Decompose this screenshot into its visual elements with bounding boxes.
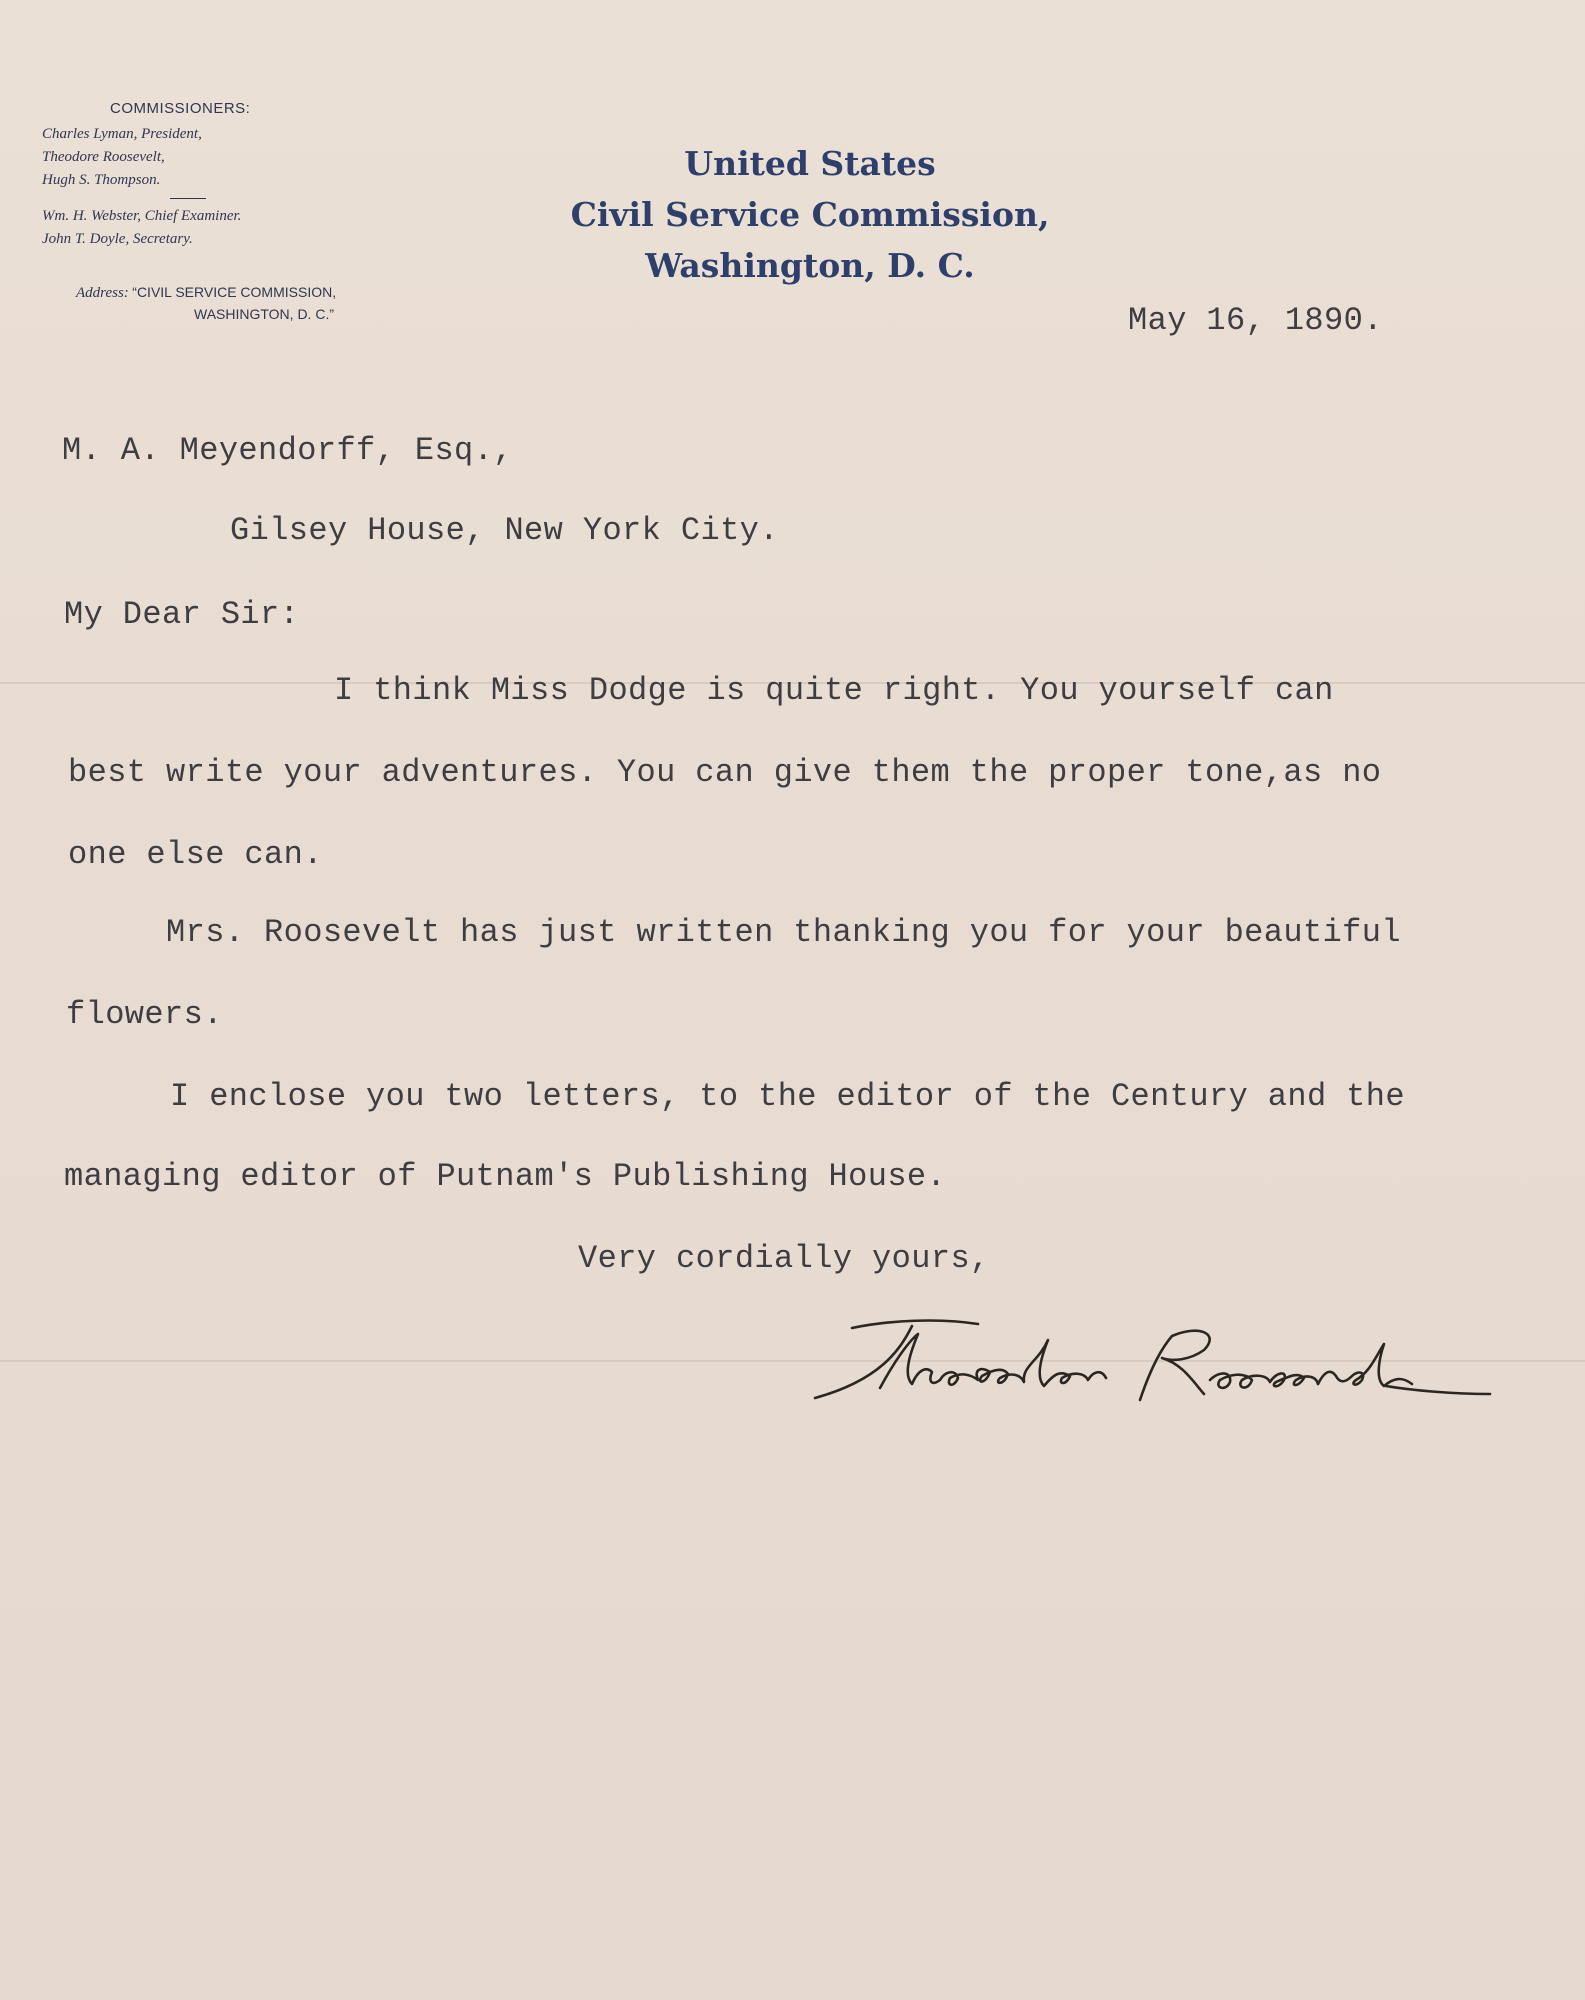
secretary: John T. Doyle, Secretary. [42,231,193,247]
org-name-line-1: United States [684,144,936,183]
body-line: Mrs. Roosevelt has just written thanking you for your beautiful [166,914,1401,951]
org-location: Washington, D. C. [645,246,975,285]
body-line: managing editor of Putnam's Publishing House. [64,1158,947,1195]
body-line: one else can. [68,836,323,873]
commissioner-name: Charles Lyman, President, [42,126,202,142]
commissioners-heading: COMMISSIONERS: [110,100,251,117]
commissioner-name: Hugh S. Thompson. [42,172,161,188]
telegraph-address [76,282,336,325]
body-line: best write your adventures. You can give them the proper tone,as no [68,754,1382,791]
letterhead-organization [520,138,1100,291]
body-line: I enclose you two letters, to the editor of the Century and the [170,1078,1405,1115]
recipient-name: M. A. Meyendorff, Esq., [62,432,513,469]
address-label: Address: [76,285,129,301]
commissioner-name: Theodore Roosevelt, [42,149,165,165]
org-name-line-2: Civil Service Commission, [570,195,1050,234]
handwritten-signature [800,1300,1500,1430]
recipient-address: Gilsey House, New York City. [230,512,779,549]
letter-date: May 16, 1890. [1128,302,1383,339]
chief-examiner: Wm. H. Webster, Chief Examiner. [42,208,242,224]
body-line: flowers. [66,996,223,1033]
address-line-2: WASHINGTON, D. C.” [194,306,334,322]
letterhead-separator [170,198,206,199]
body-line: I think Miss Dodge is quite right. You yourself can [334,672,1334,709]
address-line-1: “CIVIL SERVICE COMMISSION, [132,284,337,300]
closing: Very cordially yours, [578,1240,990,1277]
salutation: My Dear Sir: [64,596,300,633]
